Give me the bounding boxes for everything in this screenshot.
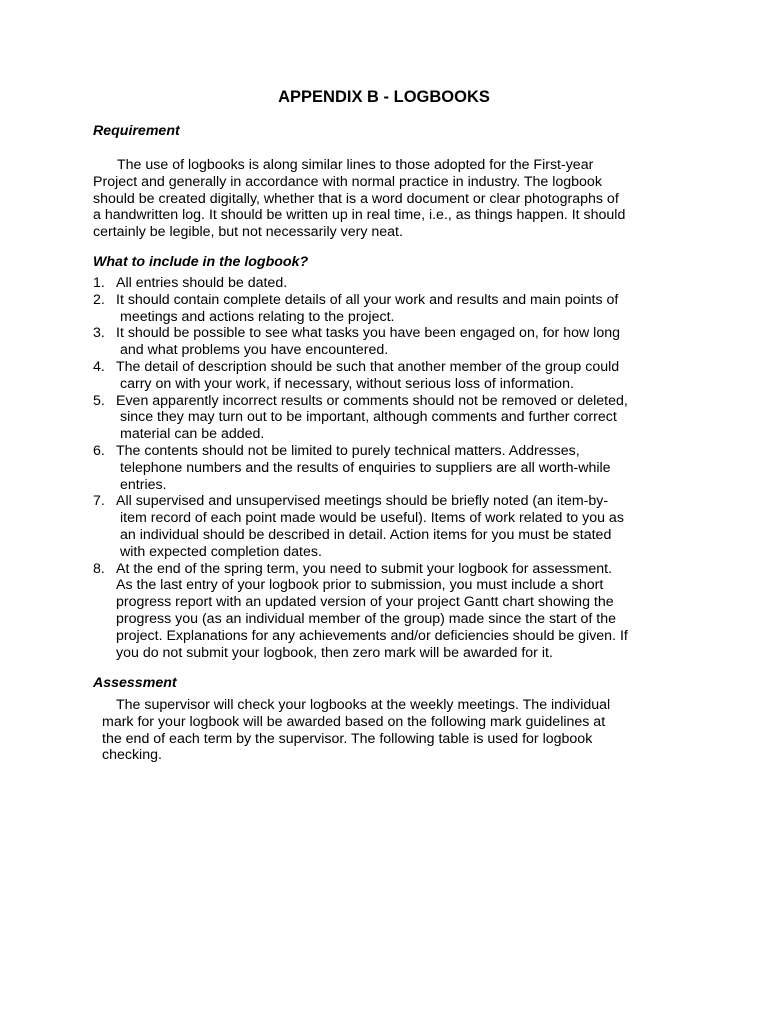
page-title: APPENDIX B - LOGBOOKS	[278, 88, 490, 106]
requirement-paragraph	[93, 157, 625, 241]
list-item-text	[116, 443, 611, 493]
item-line: As the last entry of your logbook prior to submission, you must include a short	[116, 577, 604, 594]
item-line: with expected completion dates.	[120, 543, 322, 560]
list-item	[93, 443, 693, 493]
list-item	[93, 325, 693, 359]
list-item	[93, 359, 693, 393]
list-item-text	[116, 359, 619, 393]
paragraph-line: should be created digitally, whether that is a word document or clear photographs of	[93, 190, 619, 207]
list-item	[93, 275, 693, 292]
paragraph-line: the end of each term by the supervisor. The following table is used for logbook	[102, 730, 593, 747]
list-number: 1.	[93, 275, 105, 291]
paragraph-line: Project and generally in accordance with normal practice in industry. The logbook	[93, 173, 602, 190]
list-number: 8.	[93, 560, 105, 577]
item-line: The contents should not be limited to purely technical matters. Addresses,	[116, 442, 580, 459]
list-number: 2.	[93, 291, 105, 308]
item-line: material can be added.	[120, 426, 265, 443]
item-line: you do not submit your logbook, then zero mark will be awarded for it.	[116, 644, 553, 661]
include-heading: What to include in the logbook?	[93, 254, 309, 270]
list-number: 4.	[93, 358, 105, 375]
item-line: The detail of description should be such that another member of the group could	[116, 358, 620, 375]
paragraph-line: mark for your logbook will be awarded based on the following mark guidelines at	[102, 713, 606, 730]
paragraph-line: a handwritten log. It should be written up in real time, i.e., as things happen. It should	[93, 207, 626, 224]
list-item-text	[116, 292, 618, 326]
item-line: All entries should be dated.	[116, 275, 288, 291]
requirement-heading: Requirement	[93, 123, 180, 139]
paragraph-line: certainly be legible, but not necessarily very neat.	[93, 224, 403, 241]
item-line: project. Explanations for any achievements and/or deficiencies should be given. If	[116, 627, 628, 644]
item-line: progress you (as an individual member of the group) made since the start of the	[116, 610, 616, 627]
paragraph-line: checking.	[102, 747, 162, 764]
list-number: 7.	[93, 493, 105, 510]
list-number: 3.	[93, 325, 105, 342]
item-line: All supervised and unsupervised meetings should be briefly noted (an item-by-	[116, 493, 609, 510]
list-item	[93, 292, 693, 326]
item-line: telephone numbers and the results of enquiries to suppliers are all worth-while	[120, 459, 611, 476]
paragraph-line: The supervisor will check your logbooks at the weekly meetings. The individual	[116, 697, 611, 713]
list-number: 5.	[93, 392, 105, 409]
item-line: progress report with an updated version of your project Gantt chart showing the	[116, 594, 614, 611]
list-item-text	[116, 275, 287, 292]
item-line: It should be possible to see what tasks you have been engaged on, for how long	[116, 325, 621, 342]
list-number: 6.	[93, 442, 105, 459]
assessment-paragraph	[102, 697, 610, 764]
item-line: Even apparently incorrect results or comments should not be removed or deleted,	[116, 392, 628, 409]
list-item-text	[116, 393, 628, 443]
item-line: an individual should be described in detail. Action items for you must be stated	[120, 526, 612, 543]
item-line: item record of each point made would be useful). Items of work related to you as	[120, 510, 624, 527]
list-item-text	[116, 325, 620, 359]
assessment-heading: Assessment	[93, 675, 177, 691]
list-item-text	[116, 493, 624, 560]
item-line: meetings and actions relating to the project.	[120, 308, 395, 325]
list-item	[93, 493, 693, 560]
item-line: It should contain complete details of all your work and results and main points of	[116, 291, 619, 308]
item-line: entries.	[120, 476, 167, 493]
item-line: and what problems you have encountered.	[120, 342, 389, 359]
item-line: since they may turn out to be important, although comments and further correct	[120, 409, 617, 426]
paragraph-line: The use of logbooks is along similar lines to those adopted for the First-year	[117, 157, 594, 173]
include-list	[93, 275, 693, 661]
item-line: carry on with your work, if necessary, without serious loss of information.	[120, 375, 574, 392]
list-item-text	[116, 561, 628, 662]
item-line: At the end of the spring term, you need to submit your logbook for assessment.	[116, 560, 613, 577]
list-item	[93, 393, 693, 443]
list-item	[93, 561, 693, 662]
